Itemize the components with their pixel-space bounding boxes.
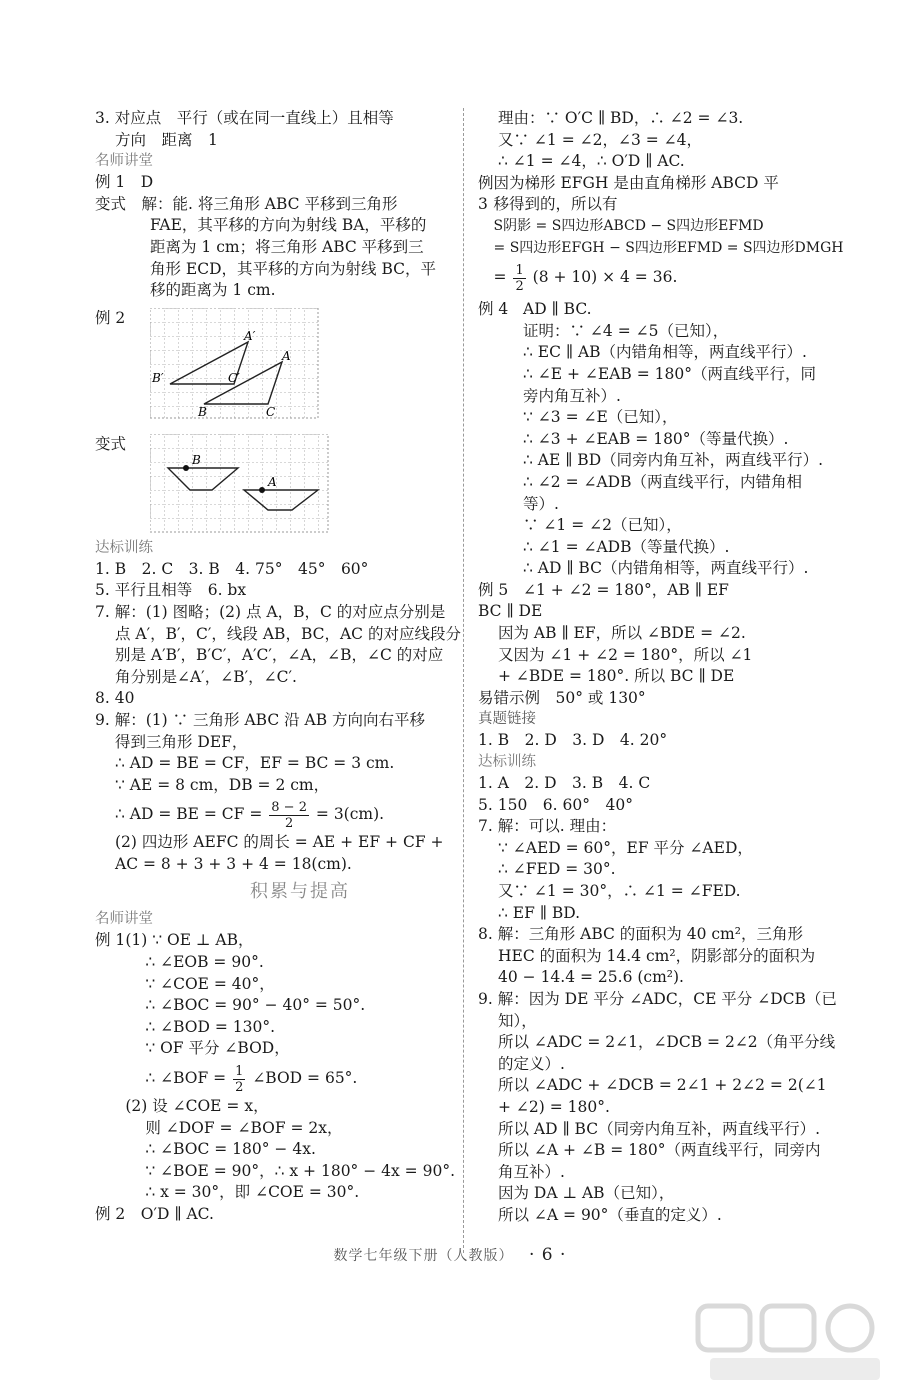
proof-line: + ∠BDE = 180°. 所以 BC ∥ DE bbox=[498, 667, 735, 686]
proof-line: ∴ ∠1 = ∠4，∴ O′D ∥ AC. bbox=[498, 152, 685, 171]
proof-line: AD ∥ BC. bbox=[523, 300, 592, 319]
label-c-prime: C′ bbox=[228, 370, 240, 385]
denominator: 2 bbox=[235, 1079, 244, 1095]
example-body bbox=[125, 930, 455, 1204]
proof-line: S阴影 = S四边形ABCD − S四边形EFMD bbox=[493, 217, 764, 234]
answer-line: 9. 解：因为 DE 平分 ∠ADC，CE 平分 ∠DCB（已 bbox=[478, 989, 837, 1008]
section-title: 积累与提高 bbox=[250, 881, 350, 903]
answer-line: 3. 对应点 平行（或在同一直线上）且相等 bbox=[95, 109, 394, 127]
right-column bbox=[478, 108, 844, 1227]
answer-line: 的定义）. bbox=[498, 1054, 565, 1073]
fraction bbox=[269, 800, 309, 831]
proof-line: 又∵ ∠1 = ∠2，∠3 = ∠4， bbox=[498, 130, 703, 149]
example-body bbox=[523, 299, 823, 580]
proof-line: ∴ ∠E + ∠EAB = 180°（两直线平行，同 bbox=[523, 364, 816, 383]
example-2 bbox=[95, 308, 455, 420]
example-body bbox=[523, 580, 729, 602]
proof-line: ∴ ∠BOC = 180° − 4x. bbox=[145, 1140, 316, 1159]
answer-line: 所以 AD ∥ BC（同旁内角互补，两直线平行）. bbox=[498, 1119, 821, 1138]
variant-2 bbox=[95, 434, 455, 534]
section-heading: 达标训练 bbox=[95, 539, 153, 556]
example-4 bbox=[478, 299, 838, 580]
example-2b: 例 2 O′D ∥ AC. bbox=[95, 1205, 214, 1223]
numerator: 8 − 2 bbox=[271, 799, 307, 815]
answer-line: + ∠2) = 180°. bbox=[498, 1097, 610, 1116]
proof-line: ∴ ∠3 + ∠EAB = 180°（等量代换）. bbox=[523, 429, 789, 448]
answer-line: 角互补）. bbox=[498, 1162, 565, 1181]
variant-line: 距离为 1 cm；将三角形 ABC 平移到三 bbox=[150, 237, 424, 256]
answer-line: 8. 40 bbox=[95, 689, 135, 708]
fraction-suffix: = 3(cm). bbox=[315, 805, 385, 824]
proof-line: ∵ OF 平分 ∠BOD， bbox=[145, 1039, 290, 1058]
proof-line: 旁内角互补）. bbox=[523, 386, 621, 405]
page-footer bbox=[0, 1245, 900, 1265]
section-heading: 名师讲堂 bbox=[95, 911, 153, 928]
fraction bbox=[233, 1064, 245, 1095]
proof-line: ∴ x = 30°，即 ∠COE = 30°. bbox=[145, 1183, 360, 1202]
variant-line: FAE，其平移的方向为射线 BA，平移的 bbox=[150, 216, 427, 235]
example-body bbox=[494, 173, 844, 295]
proof-line: = S四边形EFGH − S四边形EFMD = S四边形DMGH bbox=[493, 239, 844, 256]
variant-line: 移的距离为 1 cm. bbox=[150, 281, 276, 300]
answer-line: 7. 解：可以. 理由： bbox=[478, 817, 617, 836]
answer-line: 点 A′，B′，C′，线段 AB，BC，AC 的对应线段分 bbox=[115, 624, 461, 643]
proof-line: ∠1 + ∠2 = 180°，AB ∥ EF bbox=[523, 580, 729, 599]
answer-line: ∴ ∠FED = 30°. bbox=[498, 860, 616, 879]
answer-line: 1. A 2. D 3. B 4. C bbox=[478, 774, 651, 793]
answer-line: ∵ ∠AED = 60°，EF 平分 ∠AED， bbox=[498, 838, 753, 857]
answer-line: 所以 ∠ADC = 2∠1，∠DCB = 2∠2（角平分线 bbox=[498, 1033, 836, 1052]
proof-line: ∴ AE ∥ BD（同旁内角互补，两直线平行）. bbox=[523, 451, 824, 470]
answer-line: 因为 DA ⊥ AB（已知）， bbox=[498, 1184, 675, 1203]
answer-line: 知）， bbox=[498, 1011, 537, 1030]
proof-line: ∴ ∠2 = ∠ADB（两直线平行，内错角相 bbox=[523, 472, 802, 491]
proof-line: ∵ ∠3 = ∠E（已知）， bbox=[523, 408, 678, 427]
proof-line: 证明：∵ ∠4 = ∠5（已知）， bbox=[523, 321, 729, 340]
section-heading: 达标训练 bbox=[478, 754, 536, 771]
variant-line: 角形 ECD，其平移的方向为射线 BC，平 bbox=[150, 259, 436, 278]
example-label: 例 2 bbox=[95, 308, 126, 327]
answer-line: 8. 解：三角形 ABC 的面积为 40 cm²，三角形 bbox=[478, 925, 803, 944]
fraction bbox=[513, 263, 525, 294]
answer-line: 又∵ ∠1 = 30°，∴ ∠1 = ∠FED. bbox=[498, 882, 741, 900]
proof-line: BC ∥ DE bbox=[478, 602, 543, 621]
watermark-logo bbox=[690, 1300, 890, 1385]
label-b-prime: B′ bbox=[152, 370, 164, 385]
answer-line: 所以 ∠A + ∠B = 180°（两直线平行，同旁内 bbox=[498, 1141, 821, 1160]
answer-line: 5. 150 6. 60° 40° bbox=[478, 795, 633, 814]
answer-line: ∵ AE = 8 cm，DB = 2 cm， bbox=[115, 775, 330, 794]
common-error: 易错示例 50° 或 130° bbox=[478, 688, 646, 707]
proof-line: ∴ ∠EOB = 90°. bbox=[145, 953, 264, 972]
example-label: 例 4 bbox=[478, 300, 509, 319]
trapezoid-figure bbox=[150, 434, 330, 534]
point-b bbox=[183, 465, 189, 471]
proof-line: 理由：∵ O′C ∥ BD，∴ ∠2 = ∠3. bbox=[498, 109, 744, 127]
proof-line: ∴ ∠1 = ∠ADB（等量代换）. bbox=[523, 537, 730, 556]
left-column bbox=[95, 108, 461, 1226]
proof-line: ∵ ∠COE = 40°， bbox=[145, 974, 275, 993]
variant-label: 变式 bbox=[95, 434, 127, 453]
proof-line: ∵ ∠BOE = 90°，∴ x + 180° − 4x = 90°. bbox=[145, 1161, 455, 1180]
answer-line: ∴ EF ∥ BD. bbox=[498, 903, 581, 922]
answer-line: 角分别是∠A′，∠B′，∠C′. bbox=[115, 667, 297, 686]
fraction-line: = $\frac{1}{2}$ (8 + 10) × 4 = 36. bbox=[493, 262, 678, 294]
proof-line: ∵ ∠1 = ∠2（已知）， bbox=[523, 516, 682, 535]
fraction-prefix: ∴ AD = BE = CF = bbox=[115, 805, 263, 824]
label-a-prime: A′ bbox=[244, 328, 256, 343]
answer-line: 5. 平行且相等 6. bx bbox=[95, 581, 247, 600]
answer-line: 1. B 2. C 3. B 4. 75° 45° 60° bbox=[95, 559, 369, 578]
answer-line: 得到三角形 DEF， bbox=[115, 732, 248, 751]
proof-line: 等）. bbox=[523, 494, 559, 513]
proof-line: 又因为 ∠1 + ∠2 = 180°，所以 ∠1 bbox=[498, 645, 753, 664]
answer-line: 所以 ∠ADC + ∠DCB = 2∠1 + 2∠2 = 2(∠1 bbox=[498, 1076, 827, 1095]
fraction-suffix: ∠BOD = 65°. bbox=[252, 1069, 358, 1088]
column-divider bbox=[463, 108, 464, 1253]
proof-line: (2) 设 ∠COE = x， bbox=[125, 1097, 269, 1116]
answer-line: ∴ AD = BE = CF，EF = BC = 3 cm. bbox=[115, 754, 395, 773]
fraction-line bbox=[125, 1060, 455, 1096]
label-b: B bbox=[198, 404, 207, 419]
denominator: 2 bbox=[284, 815, 294, 831]
section-heading: 真题链接 bbox=[478, 711, 536, 728]
example-1b bbox=[95, 930, 455, 1204]
denominator: 2 bbox=[515, 278, 524, 294]
label-a: A bbox=[282, 348, 291, 363]
proof-line: ∴ EC ∥ AB（内错角相等，两直线平行）. bbox=[523, 343, 807, 362]
numerator: 1 bbox=[235, 1063, 244, 1079]
label-a: A bbox=[268, 474, 277, 489]
example-label: 例 3 bbox=[478, 173, 494, 214]
example-3 bbox=[478, 173, 844, 295]
label-c: C bbox=[266, 404, 276, 419]
answer-line: 1. B 2. D 3. D 4. 20° bbox=[478, 731, 668, 750]
answer-line: (2) 四边形 AEFC 的周长 = AE + EF + CF + bbox=[115, 833, 444, 852]
example-1: 例 1 D bbox=[95, 173, 154, 192]
section-heading: 名师讲堂 bbox=[95, 153, 153, 170]
proof-line: ∴ ∠BOC = 90° − 40° = 50°. bbox=[145, 996, 366, 1015]
answer-line: 所以 ∠A = 90°（垂直的定义）. bbox=[498, 1205, 722, 1224]
example-5 bbox=[478, 580, 838, 602]
answer-line: 方向 距离 1 bbox=[115, 130, 218, 149]
answer-line: 别是 A′B′，B′C′，A′C′，∠A，∠B，∠C 的对应 bbox=[115, 646, 444, 665]
proof-line: 因为 AB ∥ EF，所以 ∠BDE = ∠2. bbox=[498, 624, 746, 643]
answer-line: 7. 解：(1) 图略；(2) 点 A，B，C 的对应点分别是 bbox=[95, 602, 446, 621]
proof-line: ∴ ∠BOD = 130°. bbox=[145, 1017, 276, 1036]
proof-line: ∴ AD ∥ BC（内错角相等，两直线平行）. bbox=[523, 559, 809, 578]
point-a bbox=[259, 487, 265, 493]
fraction-suffix: (8 + 10) × 4 = 36. bbox=[532, 268, 678, 287]
example-label: 例 5 bbox=[478, 580, 509, 599]
proof-line: 则 ∠DOF = ∠BOF = 2x， bbox=[145, 1118, 343, 1137]
proof-line: 移得到的，所以有 bbox=[493, 195, 618, 214]
answer-line: 40 − 14.4 = 25.6 (cm²). bbox=[498, 968, 684, 987]
translation-figure bbox=[150, 308, 320, 420]
variant-line: 变式 解：能. 将三角形 ABC 平移到三角形 bbox=[95, 194, 398, 213]
label-b: B bbox=[192, 452, 201, 467]
answer-line: 9. 解：(1) ∵ 三角形 ABC 沿 AB 方向向右平移 bbox=[95, 710, 426, 729]
page-number: · 6 · bbox=[529, 1245, 567, 1265]
fraction-prefix: ∴ ∠BOF = bbox=[145, 1069, 227, 1088]
fraction-line bbox=[95, 796, 455, 832]
proof-line: (1) ∵ OE ⊥ AB， bbox=[125, 931, 254, 950]
numerator: 1 bbox=[515, 262, 524, 278]
proof-line: 因为梯形 EFGH 是由直角梯形 ABCD 平 bbox=[493, 173, 779, 192]
book-title: 数学七年级下册（人教版） bbox=[333, 1248, 514, 1264]
example-label: 例 1 bbox=[95, 931, 126, 950]
answer-line: HEC 的面积为 14.4 cm²，阴影部分的面积为 bbox=[498, 946, 816, 965]
answer-line: AC = 8 + 3 + 3 + 4 = 18(cm). bbox=[115, 854, 352, 873]
